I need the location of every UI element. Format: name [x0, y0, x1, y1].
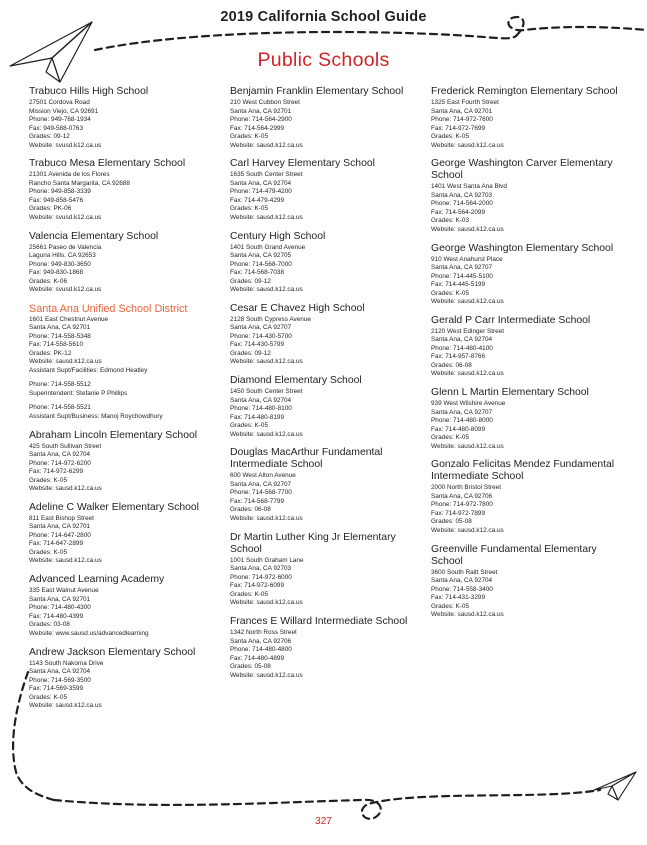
school-detail-line: 210 West Cubbon Street [230, 99, 300, 106]
school-detail-line: 2120 West Edinger Street [431, 327, 505, 335]
school-detail-line: Grades: 05-08 [230, 663, 271, 671]
school-detail-line: Grades: 09-12 [29, 133, 70, 140]
school-detail-line: 425 South Sullivan Street [29, 442, 102, 450]
school-detail-line: Fax: 949-830-1868 [29, 269, 84, 277]
school-name: Dr Martin Luther King Jr Elementary School [230, 531, 396, 555]
school-entry [431, 315, 631, 379]
school-name: Trabuco Hills High School [29, 86, 149, 97]
school-name: Diamond Elementary School [230, 375, 362, 387]
school-detail-line: 3600 South Raitt Street [431, 568, 498, 576]
school-detail-line: Website: sausd.k12.ca.us [230, 213, 303, 221]
school-detail-line: Website: sausd.k12.ca.us [431, 526, 504, 534]
school-detail-line: Grades: K-05 [431, 289, 470, 297]
school-detail-line: Phone: 714-972-7600 [431, 116, 493, 123]
school-detail-line: Phone: 714-558-3400 [431, 585, 493, 593]
school-entry [29, 574, 225, 638]
school-detail-line: Assistant Supt/Facilities: Edmond Heatley [29, 366, 148, 374]
school-entry [29, 86, 225, 150]
school-column-2 [230, 86, 428, 688]
school-entry [431, 243, 631, 307]
school-detail-line: Fax: 714-972-6099 [230, 582, 285, 590]
school-detail-line: Grades: K-06 [29, 277, 68, 285]
school-detail-line: Fax: 714-647-2899 [29, 540, 84, 548]
school-detail-line: Fax: 714-480-4899 [230, 654, 285, 662]
school-entry [230, 231, 428, 295]
school-detail-line: Website: sausd.k12.ca.us [230, 599, 303, 607]
school-detail-line: 600 West Alton Avenue [230, 472, 296, 480]
school-detail-line: Phone: 714-480-8100 [230, 405, 292, 413]
school-detail-line: Grades: K-05 [230, 590, 269, 598]
school-detail-line: Grades: PK-12 [29, 349, 72, 357]
school-detail-line: Phone: 714-480-4800 [230, 646, 292, 654]
school-entry [431, 86, 631, 150]
school-name: Century High School [230, 230, 326, 242]
school-detail-line: Website: sausd.k12.ca.us [431, 225, 504, 233]
school-detail-line: Phone: 714-972-6000 [230, 573, 292, 581]
school-detail-line: Fax: 714-972-7899 [431, 509, 486, 517]
school-detail-line: Phone: 714-647-2800 [29, 531, 91, 539]
school-detail-line: Santa Ana, CA 92706 [230, 637, 292, 645]
school-detail-line: 1001 South Graham Lane [230, 556, 304, 564]
school-detail-line: Phone: 714-480-4100 [431, 344, 493, 352]
school-detail-line: Fax: 949-858-5476 [29, 196, 84, 204]
school-name: Frances E Willard Intermediate School [230, 616, 408, 628]
school-detail-line: Santa Ana, CA 92703 [230, 565, 292, 573]
school-detail-line: Grades: 03-08 [29, 621, 70, 629]
school-detail-line: 25661 Paseo de Valencia [29, 243, 102, 251]
school-detail-line: Phone: 714-445-5100 [431, 272, 493, 280]
school-detail-line: Santa Ana, CA 92707 [431, 408, 493, 416]
school-detail-line: Santa Ana, CA 92701 [29, 595, 91, 603]
school-detail-line: Phone: 949-830-3650 [29, 260, 91, 268]
school-detail-line: 1342 North Ross Street [230, 629, 297, 637]
school-detail-line: Santa Ana, CA 92704 [29, 451, 91, 459]
school-entry [29, 430, 225, 494]
school-entry [230, 86, 428, 150]
school-detail-line: Phone: 949-768-1934 [29, 116, 91, 123]
school-detail-line: 1325 East Fourth Street [431, 99, 499, 106]
school-column-3 [431, 86, 631, 628]
school-detail-line: Phone: 714-479-4200 [230, 188, 292, 196]
school-detail-line: Website: sausd.k12.ca.us [29, 358, 102, 366]
school-detail-line: Fax: 714-972-7699 [431, 124, 486, 132]
district-name: Santa Ana Unified School District [29, 302, 188, 315]
school-detail-line: Fax: 714-480-4399 [29, 612, 84, 620]
school-name: Carl Harvey Elementary School [230, 158, 375, 170]
guide-title: 2019 California School Guide [220, 9, 427, 25]
school-detail-line: Website: www.sausd.us/advancedlearning [29, 629, 149, 637]
school-detail-line: Website: sausd.k12.ca.us [230, 671, 303, 679]
school-detail-line: 1450 South Center Street [230, 388, 303, 396]
school-detail-line: Website: sausd.k12.ca.us [431, 611, 504, 619]
school-detail-line: Fax: 714-479-4299 [230, 196, 285, 204]
school-detail-line: Website: sausd.k12.ca.us [29, 702, 102, 710]
school-name: Greenville Fundamental Elementary School [431, 543, 597, 567]
school-detail-line: Phone: 714-972-6200 [29, 459, 91, 467]
school-detail-line: Website: sausd.k12.ca.us [431, 370, 504, 378]
district-entry [29, 303, 225, 422]
school-detail-line: Rancho Santa Margarita, CA 92688 [29, 179, 130, 187]
school-detail-line: Grades: 06-08 [431, 361, 472, 369]
school-detail-line: Phone: 714-569-3500 [29, 676, 91, 684]
school-detail-line: Fax: 714-564-2099 [431, 208, 486, 216]
school-detail-line: Assistant Supt/Business: Manoj Roychowdhury [29, 412, 163, 420]
school-name: Frederick Remington Elementary School [431, 86, 618, 97]
school-entry [29, 231, 225, 295]
school-detail-line: Website: sausd.k12.ca.us [29, 557, 102, 565]
section-title: Public Schools [257, 49, 390, 71]
school-detail-line: Phone: 714-480-8000 [431, 417, 493, 425]
school-detail-line: Grades: 05-08 [431, 518, 472, 526]
school-detail-line: 1143 South Nakoma Drive [29, 659, 104, 667]
school-name: Gerald P Carr Intermediate School [431, 314, 591, 326]
school-detail-line: Santa Ana, CA 92704 [431, 336, 493, 344]
school-detail-line: Phone: 714-558-5521 [29, 404, 91, 412]
school-detail-line: Grades: 06-08 [230, 506, 271, 514]
school-detail-line: Grades: K-05 [431, 434, 470, 442]
school-detail-line: Santa Ana, CA 92701 [29, 324, 91, 332]
school-entry [29, 647, 225, 711]
school-detail-line: Grades: K-05 [230, 205, 269, 213]
school-entry [29, 158, 225, 222]
school-detail-line: Santa Ana, CA 92701 [230, 107, 292, 115]
school-detail-line: Phone: 714-480-4300 [29, 604, 91, 612]
school-detail-line: 335 East Walnut Avenue [29, 587, 99, 595]
school-detail-line: 1601 East Chestnut Avenue [29, 315, 109, 323]
school-detail-line: 1401 West Santa Ana Blvd [431, 183, 507, 191]
school-detail-line: Website: svusd.k12.ca.us [29, 213, 102, 221]
school-entry [230, 303, 428, 367]
school-detail-line: Santa Ana, CA 92701 [431, 107, 493, 115]
school-detail-line: Fax: 714-957-8766 [431, 353, 486, 361]
school-name: Andrew Jackson Elementary School [29, 646, 196, 658]
school-detail-line: Fax: 714-480-8199 [230, 413, 285, 421]
school-name: Glenn L Martin Elementary School [431, 387, 589, 399]
school-entry [230, 447, 428, 523]
school-detail-line: Grades: K-05 [431, 133, 470, 140]
school-detail-line: Phone: 714-558-5512 [29, 381, 91, 389]
school-entry [230, 375, 428, 439]
school-detail-line: Grades: K-05 [230, 133, 269, 140]
school-detail-line: 21301 Avenida de los Flores [29, 171, 110, 179]
school-detail-line: Santa Ana, CA 92707 [431, 264, 493, 272]
school-detail-line: Grades: K-03 [431, 217, 470, 225]
page-number: 327 [315, 816, 332, 827]
school-name: Adeline C Walker Elementary School [29, 501, 199, 513]
school-name: Advanced Learning Academy [29, 574, 165, 586]
school-name: George Washington Elementary School [431, 242, 614, 254]
school-detail-line: Santa Ana, CA 92707 [230, 324, 292, 332]
school-detail-line: Grades: K-05 [431, 602, 470, 610]
school-detail-line: Superintendent: Stefanie P Phillips [29, 389, 128, 397]
school-detail-line: Santa Ana, CA 92707 [230, 480, 292, 488]
school-entry [431, 158, 631, 234]
school-detail-line: 1401 South Grand Avenue [230, 243, 306, 251]
school-name: George Washington Carver Elementary School [431, 158, 613, 182]
school-detail-line: Grades: K-05 [29, 548, 68, 556]
school-detail-line: Phone: 714-568-7700 [230, 489, 292, 497]
school-detail-line: Phone: 714-972-7800 [431, 501, 493, 509]
school-entry [29, 502, 225, 566]
school-detail-line: Website: svusd.k12.ca.us [29, 286, 102, 294]
school-detail-line: Santa Ana, CA 92701 [29, 523, 91, 531]
school-entry [431, 459, 631, 535]
school-detail-line: Website: sausd.k12.ca.us [230, 141, 303, 149]
school-detail-line: Grades: K-05 [29, 693, 68, 701]
school-detail-line: Grades: K-05 [29, 476, 68, 484]
school-entry [230, 532, 428, 608]
school-column-1 [29, 86, 225, 719]
school-detail-line: Phone: 714-568-7000 [230, 260, 292, 268]
school-detail-line: 1635 South Center Street [230, 171, 303, 179]
school-detail-line: Website: sausd.k12.ca.us [431, 298, 504, 306]
school-detail-line: 27501 Cordova Road [29, 99, 90, 106]
school-detail-line: Grades: PK-06 [29, 205, 72, 213]
school-name: Douglas MacArthur Fundamental Intermediate School [230, 447, 383, 471]
school-detail-line: Santa Ana, CA 92704 [230, 179, 292, 187]
school-detail-line: Website: sausd.k12.ca.us [230, 286, 303, 294]
school-detail-line: Grades: 09-12 [230, 277, 271, 285]
school-detail-line: Fax: 714-568-7799 [230, 497, 285, 505]
school-name: Trabuco Mesa Elementary School [29, 158, 186, 170]
school-detail-line: Fax: 714-568-7038 [230, 269, 285, 277]
school-entry [230, 616, 428, 680]
school-detail-line: 910 West Anahurst Place [431, 255, 503, 263]
school-detail-line: Fax: 714-564-2999 [230, 124, 285, 132]
paper-airplane-icon [594, 772, 636, 800]
school-detail-line: Fax: 714-569-3599 [29, 685, 84, 693]
school-entry [230, 158, 428, 222]
school-detail-line: Website: sausd.k12.ca.us [230, 358, 303, 366]
school-detail-line: 811 East Bishop Street [29, 514, 94, 522]
school-detail-line: Fax: 714-480-8099 [431, 425, 486, 433]
school-detail-line: Phone: 714-558-5348 [29, 332, 91, 340]
school-detail-line: Website: sausd.k12.ca.us [230, 430, 303, 438]
school-name: Cesar E Chavez High School [230, 302, 365, 314]
school-detail-line: Santa Ana, CA 92705 [230, 252, 292, 260]
school-detail-line: Fax: 714-972-6299 [29, 468, 84, 476]
school-detail-line: Website: sausd.k12.ca.us [431, 141, 504, 149]
school-entry [431, 387, 631, 451]
school-detail-line: Santa Ana, CA 92704 [230, 396, 292, 404]
school-detail-line: Website: sausd.k12.ca.us [230, 514, 303, 522]
school-entry [431, 544, 631, 620]
school-detail-line: Website: sausd.k12.ca.us [431, 442, 504, 450]
school-detail-line: Website: svusd.k12.ca.us [29, 141, 102, 149]
school-detail-line: Santa Ana, CA 92703 [431, 191, 493, 199]
school-detail-line: Fax: 714-558-5610 [29, 341, 84, 349]
school-detail-line: Santa Ana, CA 92704 [431, 577, 493, 585]
school-detail-line: Phone: 714-564-2900 [230, 116, 292, 123]
school-detail-line: Mission Viejo, CA 92691 [29, 107, 99, 115]
school-detail-line: Grades: K-05 [230, 422, 269, 430]
school-detail-line: Fax: 949-588-0763 [29, 124, 84, 132]
school-detail-line: Fax: 714-431-3299 [431, 594, 486, 602]
school-detail-line: Grades: 09-12 [230, 349, 271, 357]
school-detail-line: Phone: 714-564-2000 [431, 200, 493, 208]
school-detail-line: Laguna Hills, CA 92653 [29, 252, 96, 260]
school-detail-line: Fax: 714-445-5199 [431, 281, 486, 289]
school-detail-line: Phone: 714-430-5700 [230, 332, 292, 340]
school-name: Valencia Elementary School [29, 230, 159, 242]
school-detail-line: 2000 North Bristol Street [431, 484, 501, 492]
school-detail-line: Website: sausd.k12.ca.us [29, 485, 102, 493]
school-detail-line: 2128 South Cypress Avenue [230, 315, 311, 323]
school-detail-line: 939 West Wilshire Avenue [431, 400, 506, 408]
school-detail-line: Phone: 949-858-3339 [29, 188, 91, 196]
school-name: Gonzalo Felicitas Mendez Fundamental Intermediate School [431, 459, 615, 483]
school-detail-line: Santa Ana, CA 92706 [431, 492, 493, 500]
school-name: Abraham Lincoln Elementary School [29, 429, 198, 441]
school-detail-line: Fax: 714-430-5799 [230, 341, 285, 349]
school-detail-line: Santa Ana, CA 92704 [29, 668, 91, 676]
school-name: Benjamin Franklin Elementary School [230, 86, 404, 97]
